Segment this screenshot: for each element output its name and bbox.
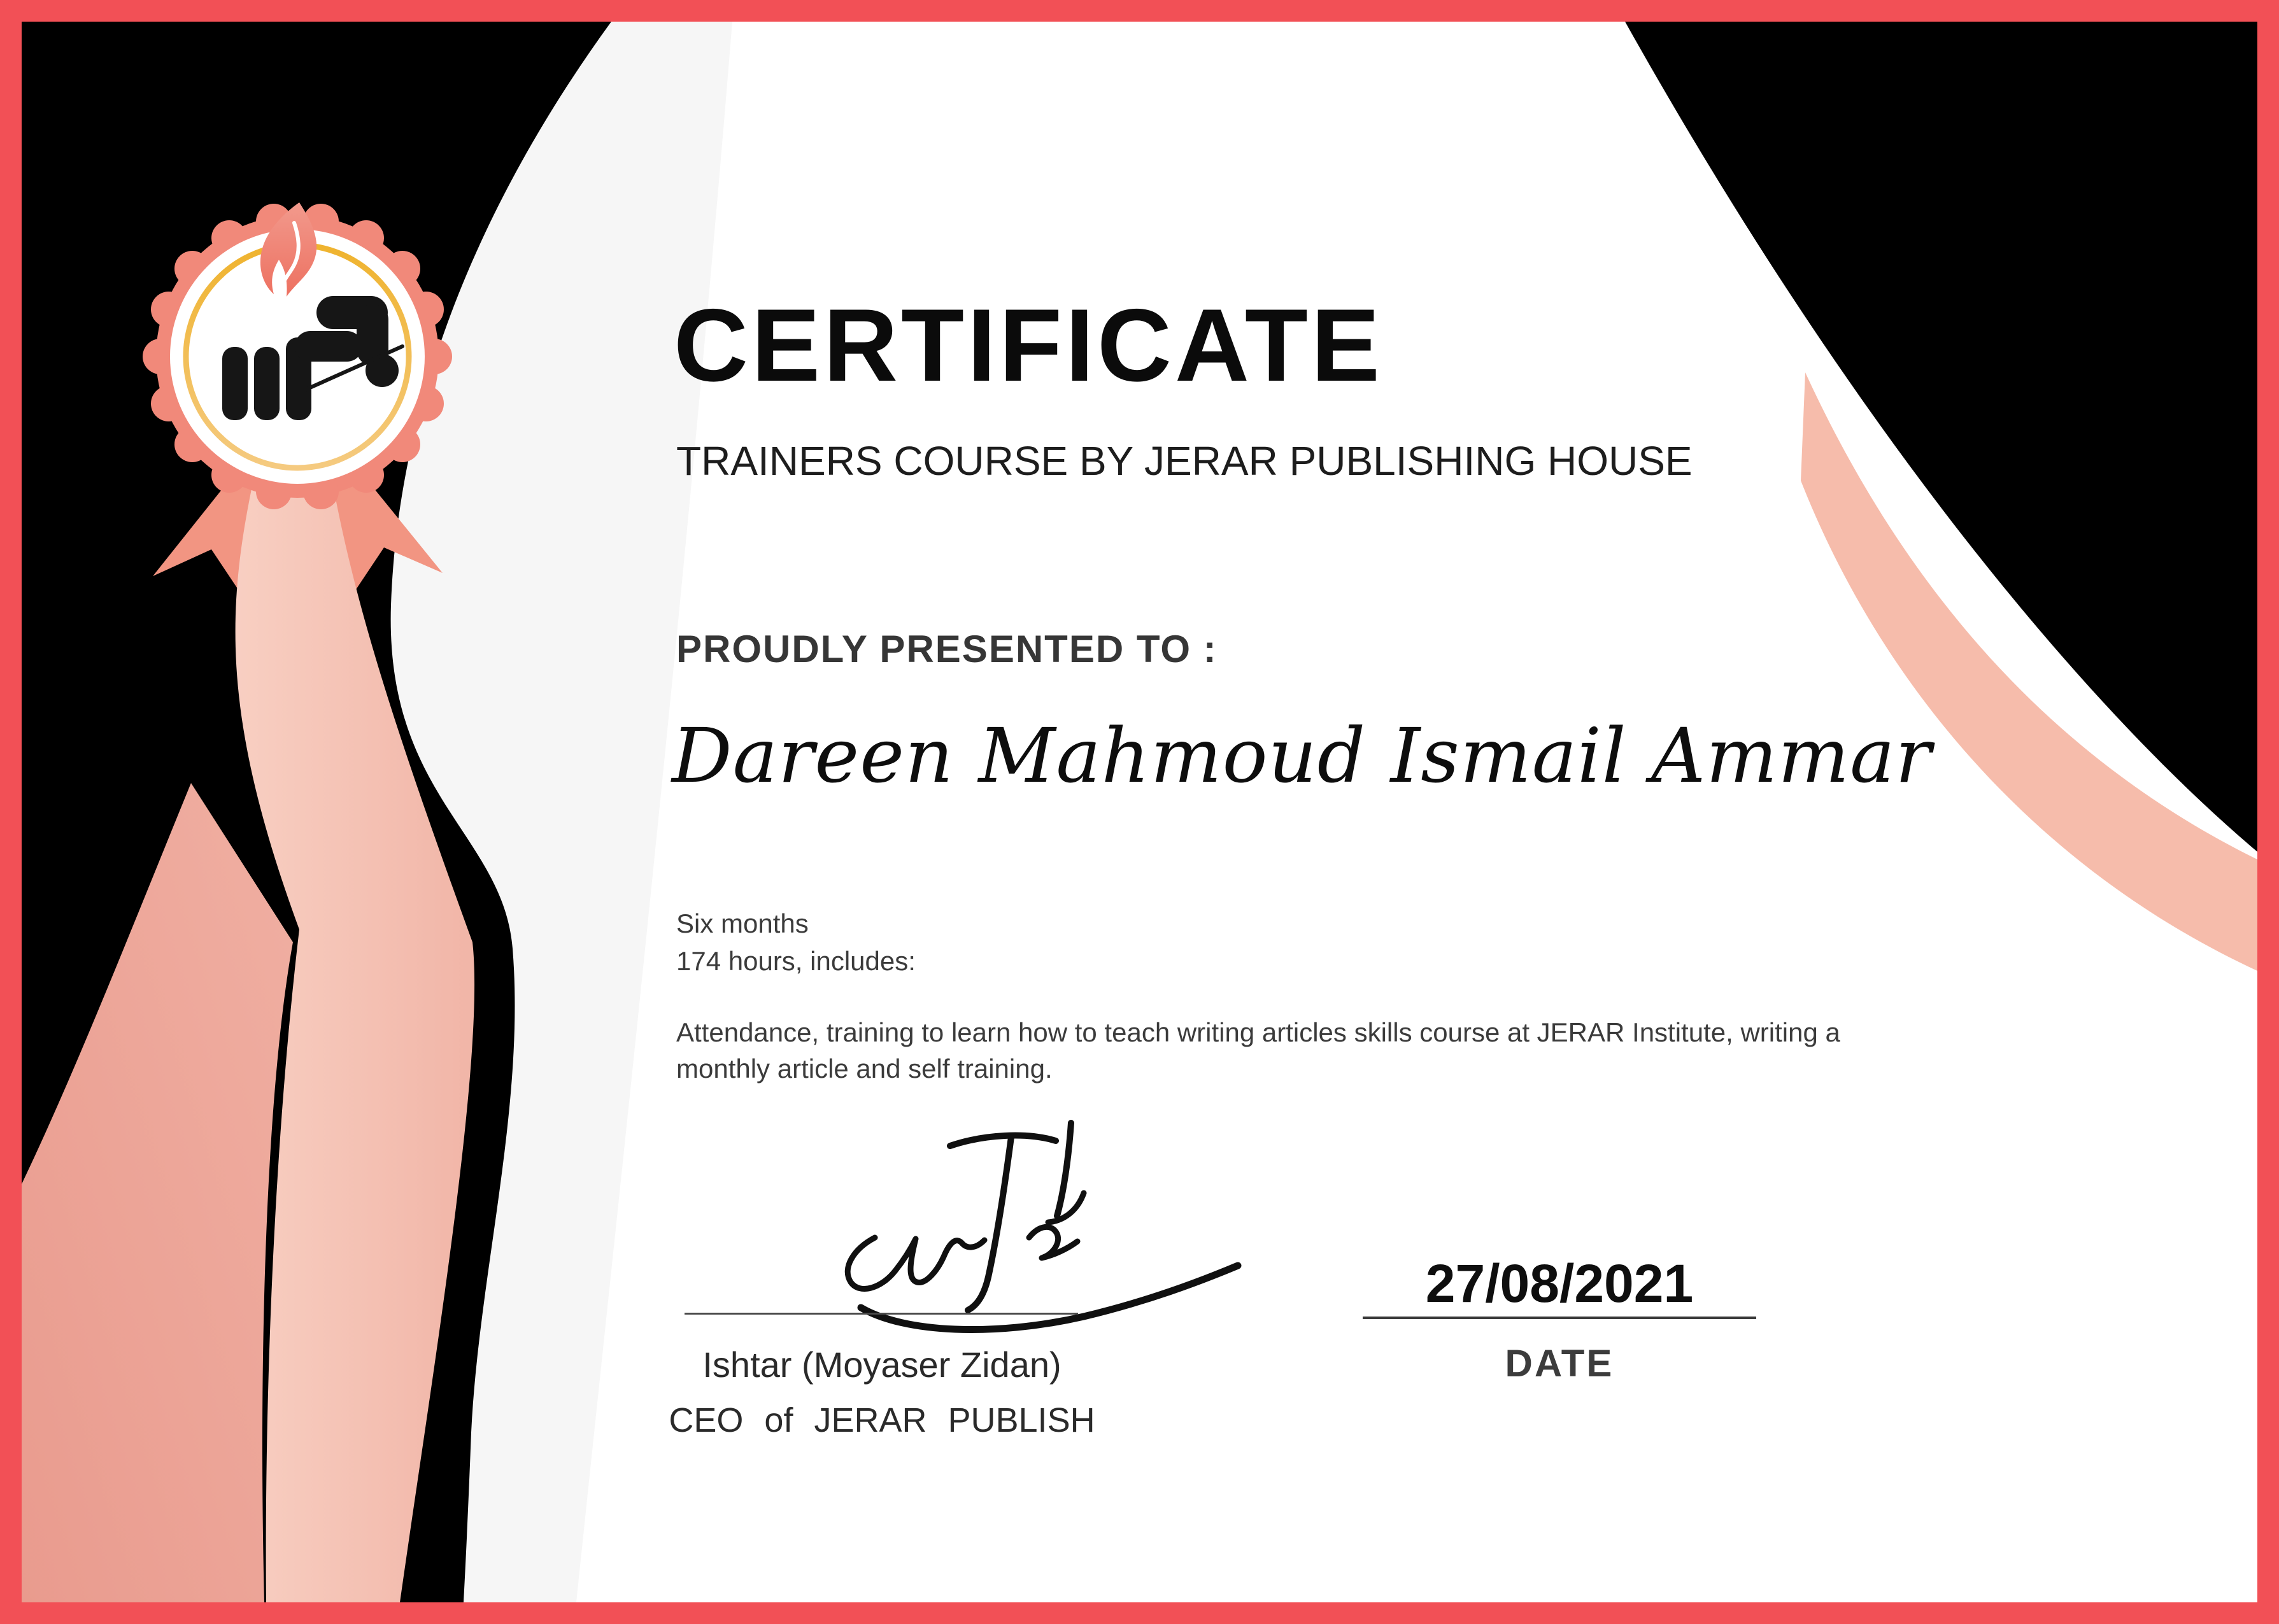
description-line-1: Attendance, training to learn how to teach writing articles skills course at JERAR Institute, writing a (676, 1017, 1840, 1047)
course-description (676, 1019, 1840, 1082)
date-label: DATE (1505, 1342, 1614, 1385)
signature-line (685, 1313, 1078, 1315)
recipient-name: Dareen Mahmoud Ismail Ammar (672, 712, 1932, 800)
certificate-subtitle: TRAINERS COURSE BY JERAR PUBLISHING HOUSE (676, 438, 1693, 484)
description-line-2: monthly article and self training. (676, 1054, 1053, 1084)
date-value: 27/08/2021 (1425, 1253, 1694, 1313)
signer-title: CEO of JERAR PUBLISH (669, 1401, 1095, 1439)
duration-months: Six months (676, 908, 809, 938)
presented-to-label: PROUDLY PRESENTED TO : (676, 628, 1218, 670)
date-line (1363, 1317, 1756, 1319)
signer-name: Ishtar (Moyaser Zidan) (702, 1345, 1061, 1385)
duration-hours: 174 hours, includes: (676, 946, 916, 976)
course-duration (676, 910, 916, 975)
page-title: CERTIFICATE (674, 288, 1383, 403)
